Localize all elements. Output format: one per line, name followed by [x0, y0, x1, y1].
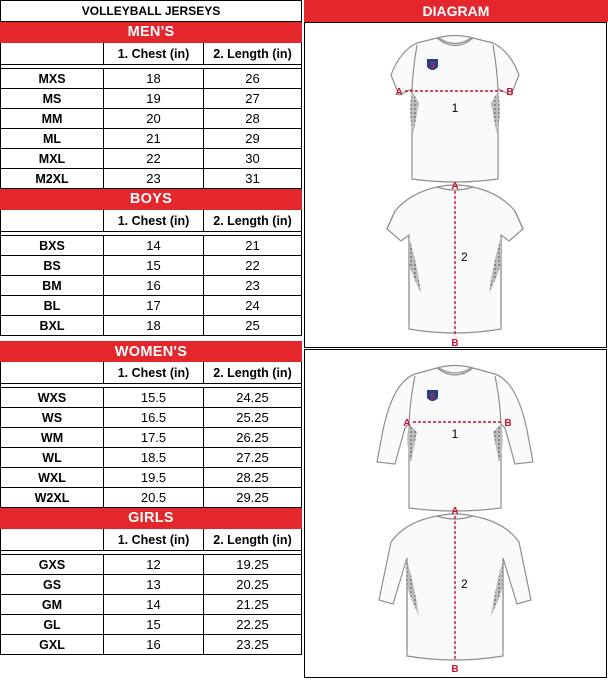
svg-text:S: S	[429, 61, 436, 70]
chest-measure-number: 1	[451, 427, 459, 441]
size-cell: ML	[42, 131, 62, 146]
table-row	[0, 428, 302, 448]
table-title: VOLLEYBALL JERSEYS	[81, 4, 221, 18]
chest-cell: 19	[103, 89, 203, 108]
size-cell: BS	[43, 258, 61, 273]
svg-text:S: S	[429, 392, 436, 401]
size-tables	[0, 0, 302, 655]
point-a-label: A	[451, 181, 459, 192]
girls-rows	[0, 555, 302, 655]
length-cell: 29	[203, 129, 301, 148]
length-cell: 22.25	[203, 615, 301, 634]
table-row	[0, 388, 302, 408]
team-logo-icon	[427, 59, 438, 70]
table-row	[0, 448, 302, 468]
size-cell: WXL	[38, 470, 66, 485]
length-cell: 26	[203, 69, 301, 88]
length-cell: 21.25	[203, 595, 301, 614]
size-cell: MM	[41, 111, 63, 126]
length-cell: 20.25	[203, 575, 301, 594]
short-sleeve-jersey-diagram	[305, 23, 606, 347]
column-header-chest: 1. Chest (in)	[103, 43, 203, 64]
chest-cell: 15	[103, 615, 203, 634]
column-header-chest: 1. Chest (in)	[103, 529, 203, 550]
section-header-boys: BOYS	[0, 189, 302, 210]
chest-cell: 14	[103, 236, 203, 255]
size-cell: WXS	[37, 390, 67, 405]
size-cell: M2XL	[35, 171, 69, 186]
chest-cell: 23	[103, 169, 203, 188]
size-cell: WS	[41, 410, 63, 425]
chest-cell: 22	[103, 149, 203, 168]
length-cell: 23	[203, 276, 301, 295]
length-cell: 24	[203, 296, 301, 315]
length-cell: 30	[203, 149, 301, 168]
column-header-row	[0, 529, 302, 551]
size-cell: GL	[43, 617, 61, 632]
size-cell: BXS	[39, 238, 65, 253]
column-header-row	[0, 362, 302, 384]
chest-cell: 17	[103, 296, 203, 315]
section-header-womens: WOMEN'S	[0, 341, 302, 362]
chest-cell: 16	[103, 635, 203, 654]
length-cell: 28	[203, 109, 301, 128]
size-cell: GM	[41, 597, 63, 612]
table-row	[0, 169, 302, 189]
table-row	[0, 276, 302, 296]
length-measure-number: 2	[461, 577, 468, 591]
size-cell: BL	[43, 298, 61, 313]
table-row	[0, 595, 302, 615]
chest-cell: 18.5	[103, 448, 203, 467]
table-row	[0, 236, 302, 256]
size-cell: BM	[42, 278, 62, 293]
long-sleeve-diagram-panel	[304, 349, 607, 678]
table-title-row	[0, 0, 302, 22]
section-header-mens: MEN'S	[0, 22, 302, 43]
point-b-label: B	[451, 664, 459, 675]
chest-cell: 19.5	[103, 468, 203, 487]
column-header-length: 2. Length (in)	[203, 529, 301, 550]
chest-cell: 13	[103, 575, 203, 594]
size-cell: GS	[42, 577, 62, 592]
chest-measure-number: 1	[451, 101, 459, 115]
table-row	[0, 408, 302, 428]
column-header-length: 2. Length (in)	[203, 210, 301, 231]
womens-rows	[0, 388, 302, 508]
table-row	[0, 69, 302, 89]
table-row	[0, 129, 302, 149]
point-a-label: A	[395, 87, 403, 98]
long-sleeve-jersey-diagram	[305, 350, 606, 677]
short-sleeve-diagram-panel	[304, 22, 607, 348]
column-header-row	[0, 43, 302, 65]
length-cell: 26.25	[203, 428, 301, 447]
column-header-length: 2. Length (in)	[203, 43, 301, 64]
table-row	[0, 296, 302, 316]
table-row	[0, 575, 302, 595]
length-cell: 27.25	[203, 448, 301, 467]
table-row	[0, 256, 302, 276]
diagram-column	[304, 0, 608, 675]
table-row	[0, 316, 302, 336]
size-cell: WL	[42, 450, 62, 465]
chest-cell: 20.5	[103, 488, 203, 507]
chest-cell: 18	[103, 69, 203, 88]
length-cell: 21	[203, 236, 301, 255]
length-cell: 24.25	[203, 388, 301, 407]
chest-cell: 17.5	[103, 428, 203, 447]
chest-cell: 15	[103, 256, 203, 275]
size-cell: BXL	[39, 318, 65, 333]
table-row	[0, 109, 302, 129]
chest-cell: 18	[103, 316, 203, 335]
size-cell: GXL	[39, 637, 65, 652]
column-header-length: 2. Length (in)	[203, 362, 301, 383]
chest-cell: 12	[103, 555, 203, 574]
size-cell: WM	[40, 430, 64, 445]
point-a-label: A	[403, 418, 411, 429]
size-cell: MXS	[38, 71, 66, 86]
point-b-label: B	[506, 87, 514, 98]
length-cell: 19.25	[203, 555, 301, 574]
mens-rows	[0, 69, 302, 189]
point-b-label: B	[504, 418, 512, 429]
chest-cell: 14	[103, 595, 203, 614]
size-cell: GXS	[38, 557, 66, 572]
table-row	[0, 555, 302, 575]
point-b-label: B	[451, 338, 459, 347]
boys-rows	[0, 236, 302, 336]
table-row	[0, 149, 302, 169]
length-cell: 28.25	[203, 468, 301, 487]
length-measure-number: 2	[461, 250, 468, 264]
column-header-chest: 1. Chest (in)	[103, 362, 203, 383]
table-row	[0, 468, 302, 488]
chest-cell: 16	[103, 276, 203, 295]
length-cell: 23.25	[203, 635, 301, 654]
length-cell: 25.25	[203, 408, 301, 427]
team-logo-icon	[427, 390, 438, 401]
diagram-title: DIAGRAM	[304, 0, 608, 22]
table-row	[0, 89, 302, 109]
size-cell: MS	[42, 91, 62, 106]
chest-cell: 15.5	[103, 388, 203, 407]
chest-cell: 21	[103, 129, 203, 148]
point-a-label: A	[451, 506, 459, 517]
table-row	[0, 615, 302, 635]
chest-cell: 16.5	[103, 408, 203, 427]
length-cell: 27	[203, 89, 301, 108]
chest-cell: 20	[103, 109, 203, 128]
section-header-girls: GIRLS	[0, 508, 302, 529]
column-header-row	[0, 210, 302, 232]
table-row	[0, 488, 302, 508]
size-cell: W2XL	[34, 490, 70, 505]
size-cell: MXL	[38, 151, 66, 166]
length-cell: 29.25	[203, 488, 301, 507]
length-cell: 31	[203, 169, 301, 188]
length-cell: 25	[203, 316, 301, 335]
column-header-chest: 1. Chest (in)	[103, 210, 203, 231]
table-row	[0, 635, 302, 655]
length-cell: 22	[203, 256, 301, 275]
